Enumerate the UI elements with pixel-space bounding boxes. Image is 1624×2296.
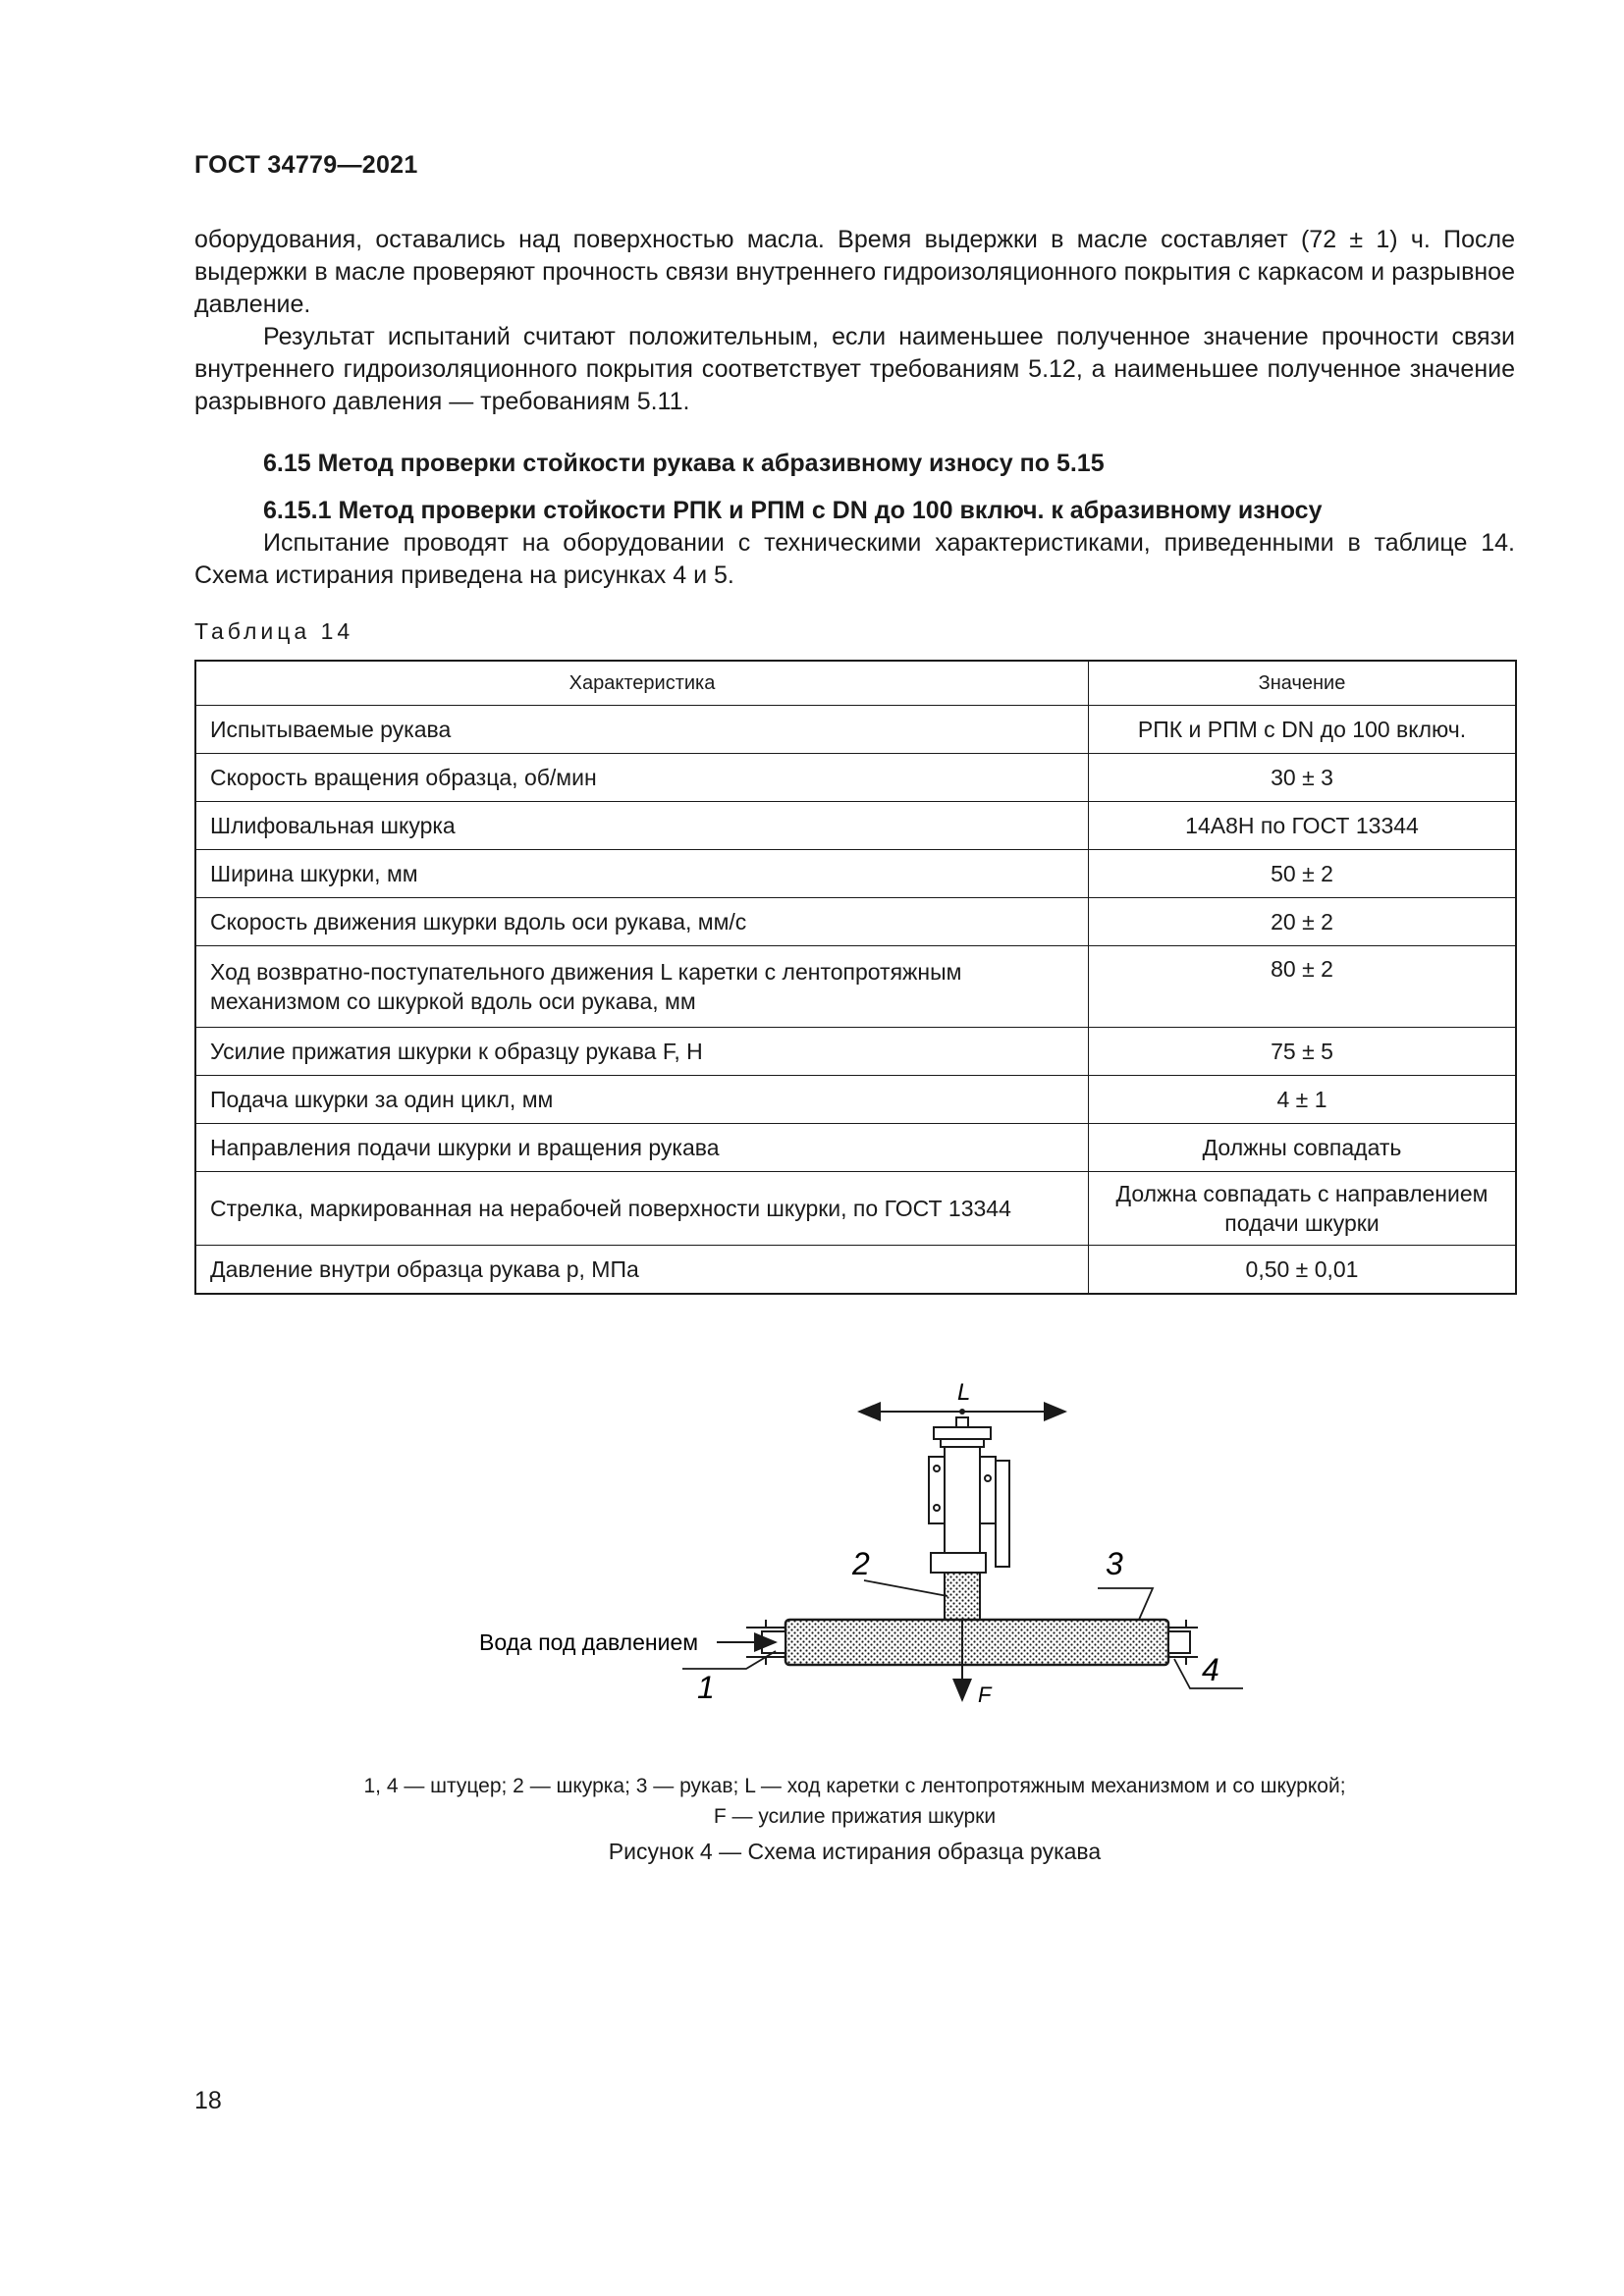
callout-3: 3 <box>1106 1546 1123 1581</box>
table-row <box>195 802 1516 850</box>
table-cell-value: 0,50 ± 0,01 <box>1089 1246 1517 1295</box>
body-text-intro <box>194 224 1515 418</box>
table-cell-value: 30 ± 3 <box>1089 754 1517 802</box>
table-cell-value: 14А8Н по ГОСТ 13344 <box>1089 802 1517 850</box>
table-row <box>195 946 1516 1028</box>
table-row <box>195 850 1516 898</box>
legend-line-1: 1, 4 — штуцер; 2 — шкурка; 3 — рукав; L — ход каретки с лентопротяжным механизмом и со шкуркой; <box>363 1775 1346 1797</box>
label-F: F <box>978 1682 992 1707</box>
table-row <box>195 898 1516 946</box>
section-heading-6-15: 6.15 Метод проверки стойкости рукава к абразивному износу по 5.15 <box>263 450 1105 477</box>
table-cell-characteristic: Скорость вращения образца, об/мин <box>195 754 1089 802</box>
label-water-under-pressure: Вода под давлением <box>479 1629 699 1655</box>
table-cell-characteristic: Стрелка, маркированная на нерабочей поверхности шкурки, по ГОСТ 13344 <box>195 1172 1089 1246</box>
table-row <box>195 706 1516 754</box>
table-cell-characteristic: Подача шкурки за один цикл, мм <box>195 1076 1089 1124</box>
label-L: L <box>957 1379 971 1406</box>
table-cell-value: 50 ± 2 <box>1089 850 1517 898</box>
abrasion-scheme-figure <box>452 1355 1335 1708</box>
table-cell-characteristic: Шлифовальная шкурка <box>195 802 1089 850</box>
table-cell-characteristic: Скорость движения шкурки вдоль оси рукава, мм/с <box>195 898 1089 946</box>
page-number: 18 <box>194 2087 222 2114</box>
section-heading-6-15-1: 6.15.1 Метод проверки стойкости РПК и РПМ с DN до 100 включ. к абразивному износу <box>263 497 1323 524</box>
table-caption: Таблица 14 <box>194 618 354 644</box>
legend-line-2: F — усилие прижатия шкурки <box>713 1805 997 1828</box>
table-row <box>195 1172 1516 1246</box>
hose-sample <box>785 1620 1168 1665</box>
document-header: ГОСТ 34779—2021 <box>194 151 418 179</box>
figure-legend <box>194 1771 1515 1832</box>
fitting-right <box>1168 1620 1198 1665</box>
table-header-row <box>195 661 1516 706</box>
stroke-length-arrow <box>859 1409 1065 1415</box>
table-row <box>195 1028 1516 1076</box>
body-text-method <box>194 527 1515 592</box>
table-row <box>195 1246 1516 1295</box>
callout-2: 2 <box>852 1546 870 1581</box>
figure-title: Рисунок 4 — Схема истирания образца рукава <box>608 1839 1102 1864</box>
callout-4: 4 <box>1202 1652 1219 1687</box>
table-cell-value: Должны совпадать <box>1089 1124 1517 1172</box>
table-row <box>195 1076 1516 1124</box>
carriage-mechanism <box>929 1417 1009 1573</box>
callout-1: 1 <box>697 1670 715 1705</box>
table-row <box>195 754 1516 802</box>
table-cell-value: 80 ± 2 <box>1089 946 1517 1028</box>
table-cell-characteristic: Давление внутри образца рукава p, МПа <box>195 1246 1089 1295</box>
table-header-characteristic: Характеристика <box>195 661 1089 706</box>
table-cell-characteristic: Направления подачи шкурки и вращения рукава <box>195 1124 1089 1172</box>
table-cell-characteristic: Ход возвратно-поступательного движения L каретки с лентопротяжным механизмом со шкуркой вдоль оси рукава, мм <box>195 946 1089 1028</box>
table-cell-value: Должна совпадать с направлением подачи шкурки <box>1089 1172 1517 1246</box>
abrasive-belt <box>945 1573 980 1620</box>
table-cell-value: 75 ± 5 <box>1089 1028 1517 1076</box>
paragraph-oil-exposure: оборудования, оставались над поверхностью масла. Время выдержки в масле составляет (72 ± 1) ч. После выдержки в масле проверяют прочность связи внутреннего гидроизоляционного покрытия с каркасом и разрывное давление. <box>194 226 1515 318</box>
table-cell-value: 4 ± 1 <box>1089 1076 1517 1124</box>
table-cell-value: 20 ± 2 <box>1089 898 1517 946</box>
table-row <box>195 1124 1516 1172</box>
table-cell-characteristic: Ширина шкурки, мм <box>195 850 1089 898</box>
spec-table <box>194 660 1517 1295</box>
paragraph-result: Результат испытаний считают положительным, если наименьшее полученное значение прочности связи внутреннего гидроизоляционного покрытия соответствует требованиям 5.12, а наименьшее полученное значение разрывного давления — требованиям 5.11. <box>194 323 1515 415</box>
table-header-value: Значение <box>1089 661 1517 706</box>
table-cell-characteristic: Испытываемые рукава <box>195 706 1089 754</box>
table-cell-value: РПК и РПМ с DN до 100 включ. <box>1089 706 1517 754</box>
table-cell-characteristic: Усилие прижатия шкурки к образцу рукава F, Н <box>195 1028 1089 1076</box>
paragraph-equipment: Испытание проводят на оборудовании с техническими характеристиками, приведенными в таблице 14. Схема истирания приведена на рисунках 4 и 5. <box>194 529 1515 589</box>
